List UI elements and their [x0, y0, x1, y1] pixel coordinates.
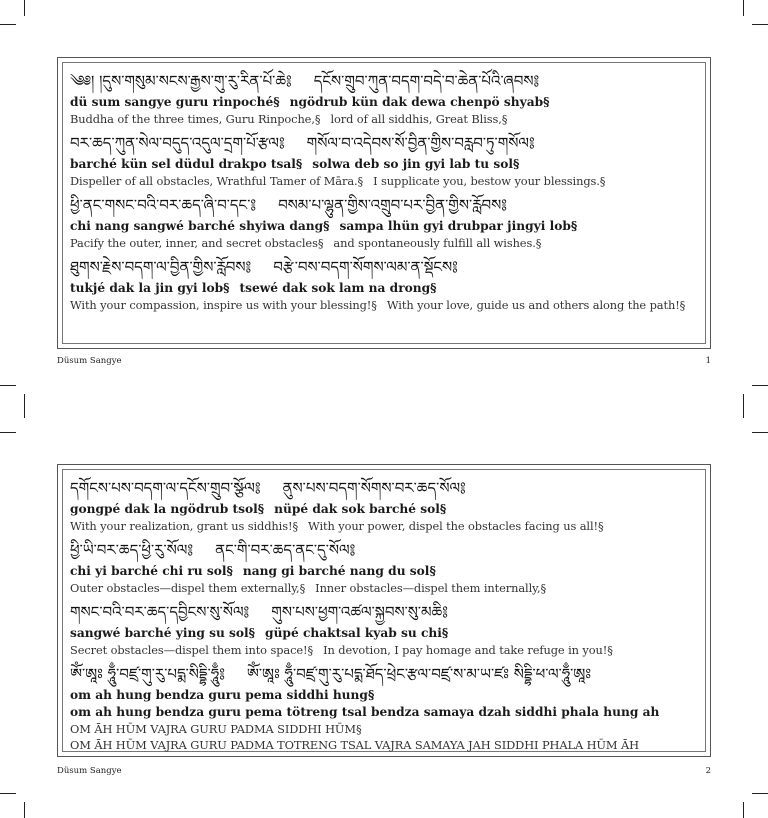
- tibetan-line: བརྩེ་བས་བདག་སོགས་ལམ་ན་སྡོངས༔: [273, 258, 458, 276]
- translation-line: With your realization, grant us siddhis!: [70, 519, 293, 533]
- phonetic-line: gongpé dak la ngödrub tsol: [70, 502, 258, 516]
- tibetan-line: དངོས་གྲུབ་ཀུན་བདག་བདེ་བ་ཆེན་པོའི་ཞབས༔: [313, 72, 540, 90]
- phonetic-line: güpé chaktsal kyab su chi: [265, 626, 442, 640]
- section-marker: §: [317, 236, 324, 250]
- translation-line: Outer obstacles—dispel them externally,: [70, 581, 300, 595]
- crop-mark: [24, 394, 25, 418]
- translation-line: Inner obstacles—dispel them internally,: [315, 581, 541, 595]
- tibetan-line: ཨོཾ་ཨཱཿ ཧཱུྃ་བཛྲ་གུ་རུ་པདྨ་སིདྡྷི་ཧཱུྃ༔: [70, 665, 225, 683]
- translation-line: Secret obstacles—dispel them into space!: [70, 643, 308, 657]
- section-marker: §: [439, 502, 447, 516]
- phonetic-line: solwa deb so jin gyi lab tu sol: [312, 157, 514, 171]
- crop-mark: [752, 432, 768, 433]
- crop-mark: [0, 432, 16, 433]
- tibetan-line: ཕྱི་ནང་གསང་བའི་བར་ཆད་ཞི་བ་དང་༔: [70, 196, 257, 214]
- section-marker: §: [597, 519, 604, 533]
- crop-mark: [24, 0, 25, 16]
- section-marker: §: [607, 643, 613, 657]
- section-marker: §: [295, 157, 303, 171]
- tibetan-line: དགོངས་པས་བདག་ལ་དངོས་གྲུབ་སྩོལ༔: [70, 479, 261, 497]
- tibetan-line: ནུས་པས་བདག་སོགས་བར་ཆད་སོལ༔: [282, 479, 466, 497]
- section-marker: §: [323, 219, 330, 233]
- phonetic-line: om ah hung bendza guru pema tötreng tsal bendza samaya dzah siddhi phala hung ah: [70, 705, 660, 719]
- translation-line: lord of all siddhis, Great Bliss,: [330, 112, 502, 126]
- tibetan-line: བར་ཆད་ཀུན་སེལ་བདུད་འདུལ་དྲག་པོ་རྩལ༔: [70, 134, 285, 152]
- translation-line: OM ĀH HŪM VAJRA GURU PADMA SIDDHI HŪM: [70, 722, 356, 736]
- phonetic-line: chi nang sangwé barché shyiwa dang: [70, 219, 324, 233]
- section-marker: §: [543, 95, 550, 109]
- verse: [70, 475, 700, 534]
- section-marker: §: [501, 112, 508, 126]
- tibetan-line: གསོལ་བ་འདེབས་སོ་བྱིན་གྱིས་བརླབ་ཏུ་གསོལ༔: [306, 134, 535, 152]
- phonetic-line: ngödrub kün dak dewa chenpö shyab: [289, 95, 544, 109]
- translation-line: Pacify the outer, inner, and secret obstacles: [70, 236, 318, 250]
- phonetic-line: dü sum sangye guru rinpoché: [70, 95, 274, 109]
- tibetan-line: བསམ་པ་ལྷུན་གྱིས་འགྲུབ་པར་བྱིན་གྱིས་རློབས༔: [278, 196, 507, 214]
- translation-line: With your love, guide us and others along the path!: [386, 298, 680, 312]
- crop-mark: [752, 24, 768, 25]
- section-marker: §: [430, 281, 437, 295]
- phonetic-line: tsewé dak sok lam na drong: [239, 281, 431, 295]
- section-marker: §: [356, 722, 362, 736]
- section-marker: §: [599, 174, 606, 188]
- verse: [70, 537, 700, 596]
- tibetan-line: གུས་པས་ཕྱག་འཚལ་སྐྱབས་སུ་མཆི༔: [271, 603, 448, 621]
- phonetic-line: sampa lhün gyi drubpar jingyi lob: [339, 219, 571, 233]
- crop-mark: [0, 385, 16, 386]
- mantra-verse: [70, 661, 700, 753]
- verse-list: [70, 475, 700, 756]
- verse: [70, 254, 700, 313]
- crop-mark: [743, 0, 744, 16]
- section-marker: §: [257, 502, 265, 516]
- verse: [70, 599, 700, 658]
- phonetic-line: chi yi barché chi ru sol: [70, 564, 227, 578]
- section-marker: §: [367, 688, 375, 702]
- translation-line: I supplicate you, bestow your blessings.: [373, 174, 600, 188]
- translation-line: and spontaneously fulfill all wishes.: [333, 236, 536, 250]
- translation-line: Dispeller of all obstacles, Wrathful Tamer of Māra.: [70, 174, 358, 188]
- crop-mark: [24, 802, 25, 818]
- section-marker: §: [292, 519, 299, 533]
- tibetan-line: ཨོཾ་ཨཱཿ ཧཱུྃ་བཛྲ་གུ་རུ་པདྨ་ཐོད་ཕྲེང་རྩལ་བཛྲ་ས་མ་ཡ་ཛཿ སིདྡྷི་ཕ་ལ་ཧཱུྃ་ཨཱཿ: [246, 665, 592, 683]
- crop-mark: [752, 793, 768, 794]
- verse-list: [70, 68, 700, 316]
- section-marker: §: [371, 298, 377, 312]
- section-marker: §: [513, 157, 520, 171]
- phonetic-line: nüpé dak sok barché sol: [274, 502, 440, 516]
- tibetan-line: གསང་བའི་བར་ཆད་དབྱིངས་སུ་སོལ༔: [70, 603, 250, 621]
- crop-mark: [0, 24, 16, 25]
- section-marker: §: [273, 95, 280, 109]
- crop-mark: [743, 802, 744, 818]
- crop-mark: [0, 793, 16, 794]
- tibetan-line: ༄༅། །དུས་གསུམ་སངས་རྒྱས་གུ་རུ་རིན་པོ་ཆེ༔: [70, 72, 292, 90]
- translation-line: OM ĀH HŪM VAJRA GURU PADMA TOTRENG TSAL VAJRA SAMAYA JAH SIDDHI PHALA HŪM ĀH: [70, 738, 639, 752]
- crop-mark: [752, 385, 768, 386]
- section-marker: §: [299, 581, 306, 595]
- section-marker: §: [441, 626, 449, 640]
- section-marker: §: [535, 236, 542, 250]
- verse: [70, 192, 700, 251]
- section-marker: §: [679, 298, 686, 312]
- section-marker: §: [223, 281, 230, 295]
- tibetan-line: ཐུགས་རྗེས་བདག་ལ་བྱིན་གྱིས་རློབས༔: [70, 258, 252, 276]
- section-marker: §: [429, 564, 436, 578]
- phonetic-line: nang gi barché nang du sol: [242, 564, 430, 578]
- section-marker: §: [307, 643, 314, 657]
- text-panel-page-2: [57, 464, 711, 757]
- section-marker: §: [357, 174, 364, 188]
- footer-title: Düsum Sangye: [57, 766, 122, 776]
- section-marker: §: [314, 112, 321, 126]
- phonetic-line: sangwé barché ying su sol: [70, 626, 249, 640]
- translation-line: In devotion, I pay homage and take refuge in you!: [323, 643, 608, 657]
- page-number: 1: [705, 356, 711, 366]
- translation-line: With your power, dispel the obstacles facing us all!: [308, 519, 598, 533]
- phonetic-line: om ah hung bendza guru pema siddhi hung: [70, 688, 368, 702]
- page-number: 2: [705, 766, 711, 776]
- section-marker: §: [226, 564, 233, 578]
- verse: [70, 68, 700, 127]
- verse: [70, 130, 700, 189]
- tibetan-line: ནང་གི་བར་ཆད་ནང་དུ་སོལ༔: [215, 541, 356, 559]
- section-marker: §: [570, 219, 578, 233]
- section-marker: §: [248, 626, 256, 640]
- text-panel-page-1: [57, 57, 711, 349]
- crop-mark: [743, 394, 744, 418]
- translation-line: Buddha of the three times, Guru Rinpoche,: [70, 112, 315, 126]
- phonetic-line: barché kün sel düdul drakpo tsal: [70, 157, 296, 171]
- footer-title: Düsum Sangye: [57, 356, 122, 366]
- translation-line: With your compassion, inspire us with your blessing!: [70, 298, 372, 312]
- section-marker: §: [540, 581, 547, 595]
- phonetic-line: tukjé dak la jin gyi lob: [70, 281, 224, 295]
- tibetan-line: ཕྱི་ཡི་བར་ཆད་ཕྱི་རུ་སོལ༔: [70, 541, 194, 559]
